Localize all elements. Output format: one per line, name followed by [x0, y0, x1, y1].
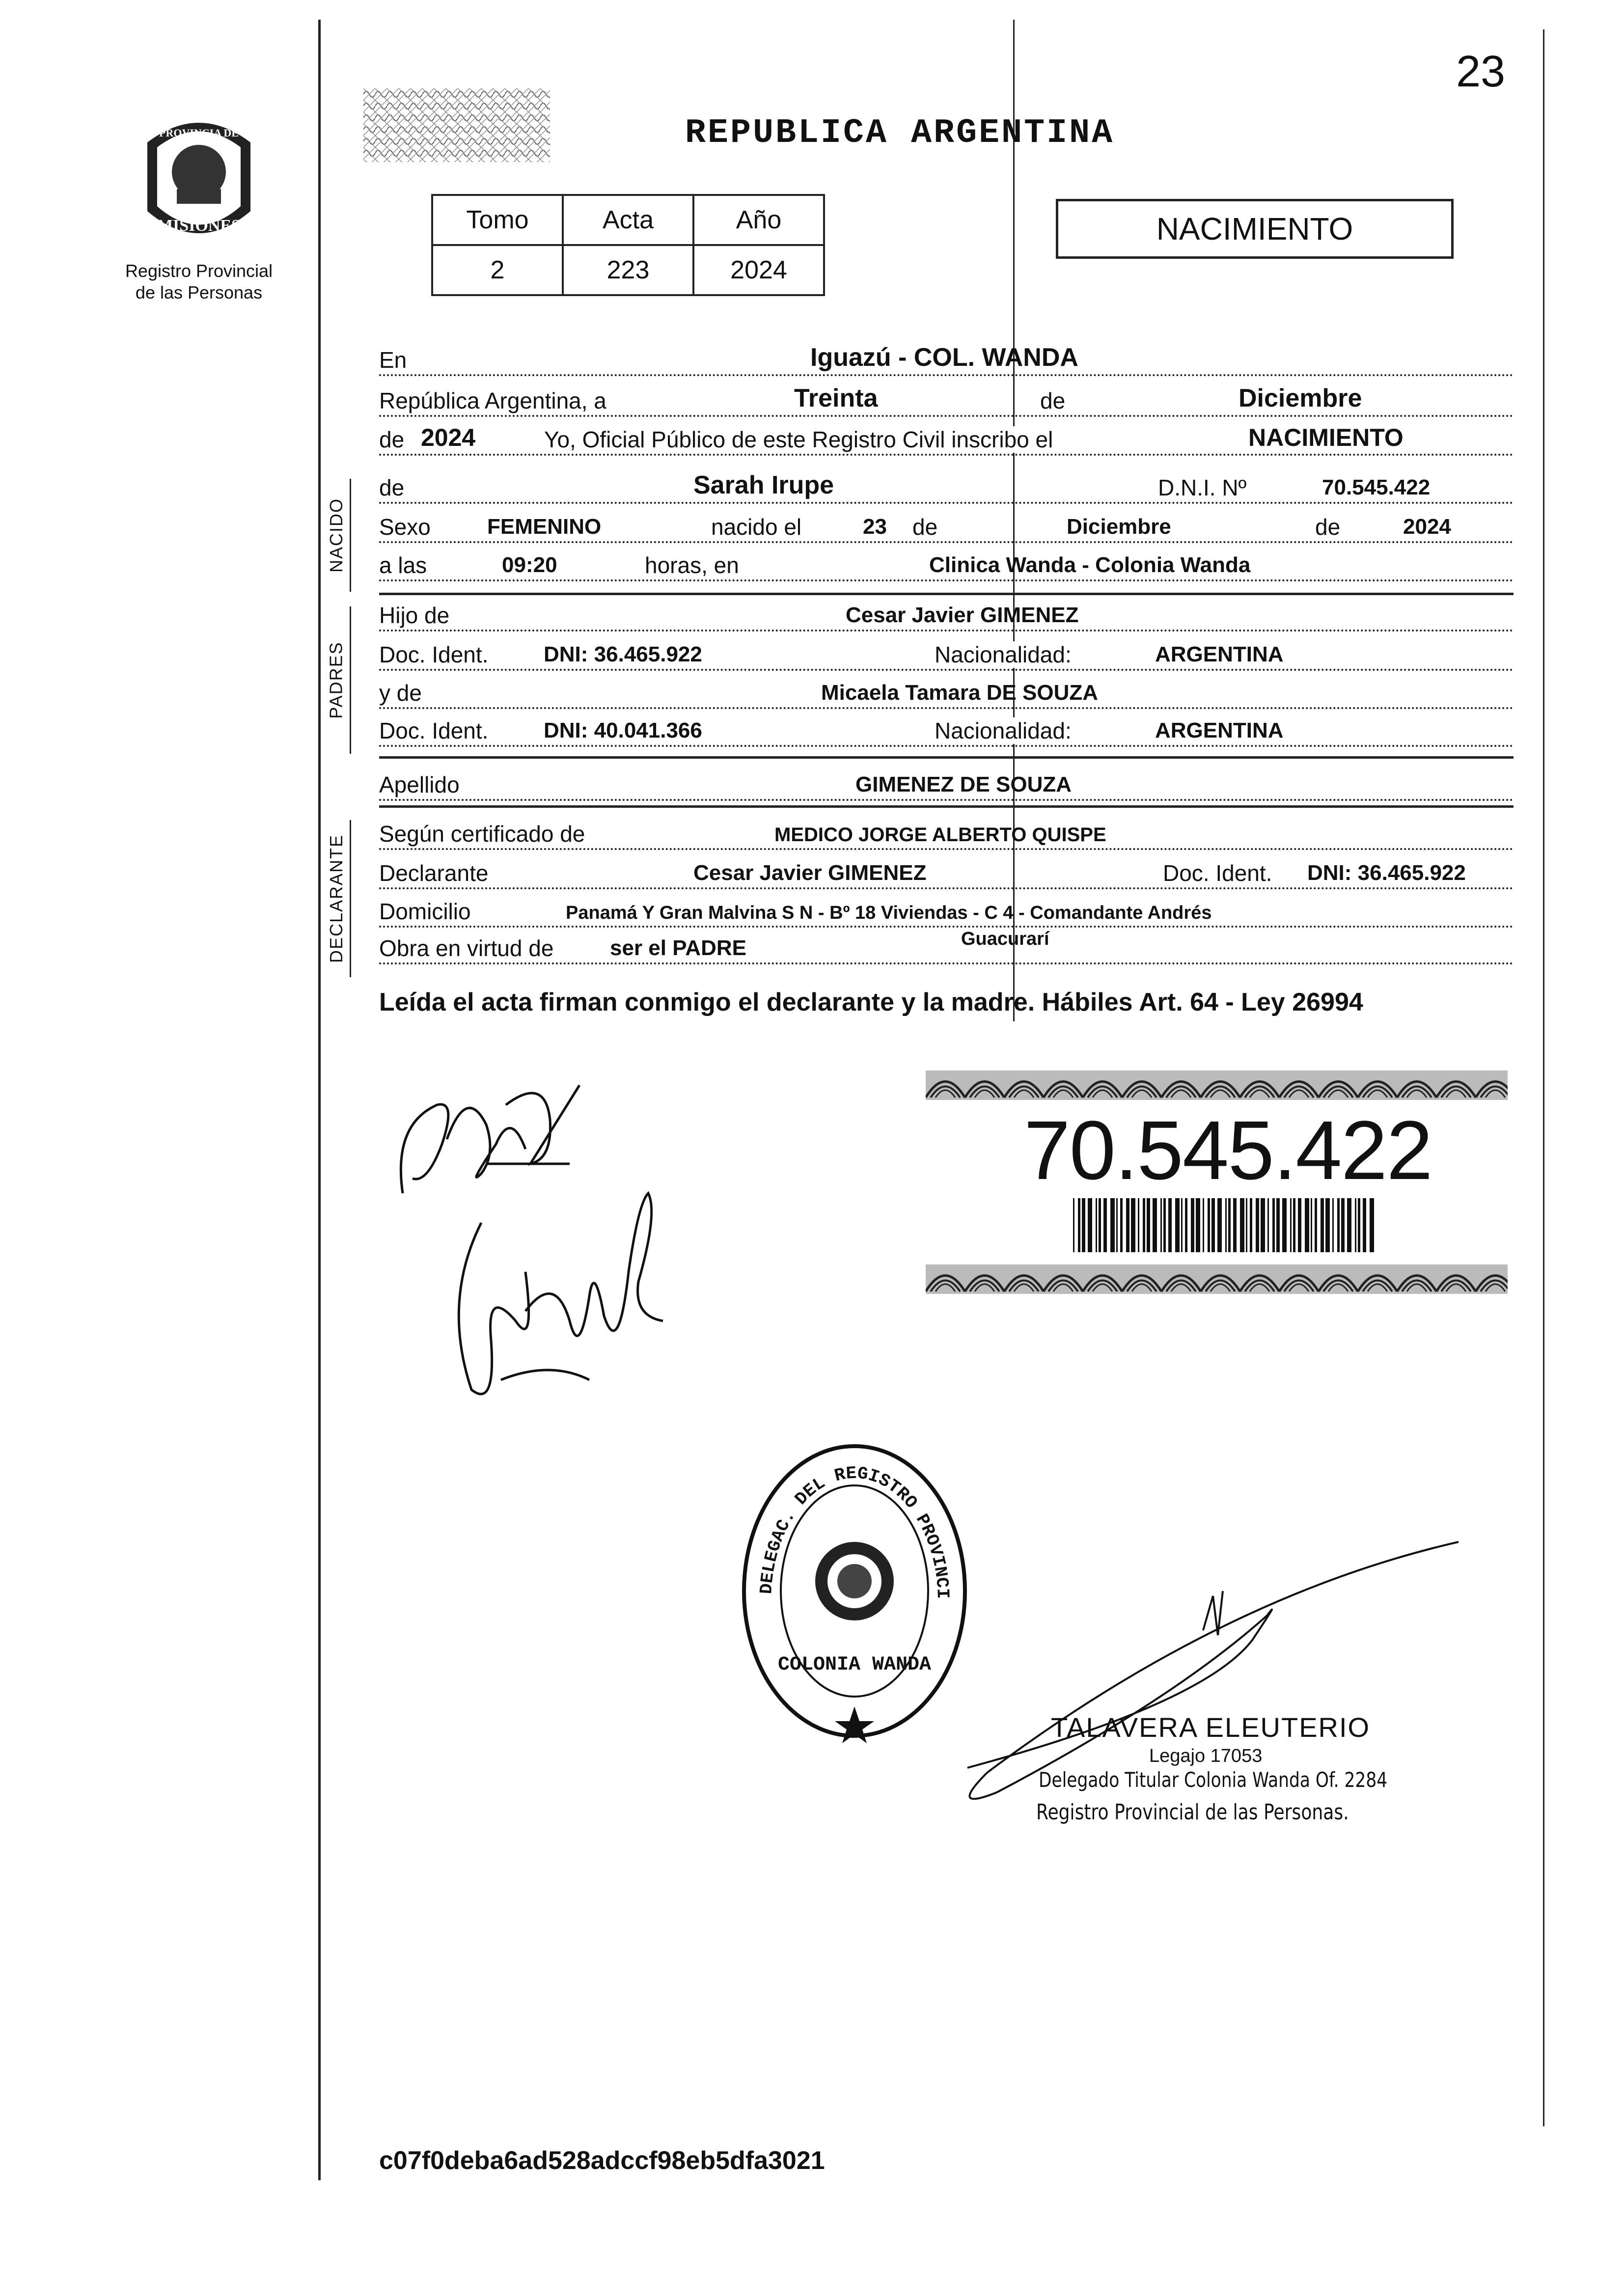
row-hijo-de [379, 599, 1514, 631]
section-declarante-label: DECLARANTE [326, 834, 346, 963]
seal-inner-text: COLONIA WANDA [777, 1654, 932, 1676]
year: 2024 [421, 424, 476, 451]
barcode-bar [1191, 1198, 1194, 1252]
label-horas: horas, en [642, 552, 742, 578]
barcode-bar [1246, 1198, 1247, 1252]
barcode-bar [1088, 1198, 1092, 1252]
birth-month: Diciembre [1067, 515, 1171, 539]
child-dni: 70.545.422 [1322, 475, 1431, 499]
barcode-bar [1217, 1198, 1222, 1252]
label-apellido: Apellido [379, 771, 463, 798]
record-header-acta: Acta [563, 195, 693, 245]
registry-label: Registro Provincial de las Personas [125, 261, 273, 302]
day: Treinta [794, 384, 878, 412]
right-margin-line [1543, 29, 1544, 2126]
officer-registry: Registro Provincial de las Personas. [1036, 1800, 1349, 1825]
dni-number: 70.545.422 [1024, 1104, 1432, 1197]
barcode-bar [1256, 1198, 1259, 1252]
barcode-bar [1181, 1198, 1183, 1252]
barcode-bar [1175, 1198, 1180, 1252]
barcode-bar [1147, 1198, 1150, 1252]
birth-year: 2024 [1403, 515, 1451, 539]
label-de-3: de [909, 514, 940, 540]
place: Iguazú - COL. WANDA [810, 343, 1078, 372]
document-hash: c07f0deba6ad528adccf98eb5dfa3021 [379, 2146, 825, 2175]
record-acta: 223 [563, 245, 693, 295]
seal-bottom-text: MISIONES [157, 217, 241, 235]
barcode-bar [1196, 1198, 1200, 1252]
barcode-bar [1355, 1198, 1356, 1252]
row-father-doc [379, 638, 1514, 671]
officer-legajo: Legajo 17053 [1149, 1746, 1263, 1766]
barcode-bar [1116, 1198, 1118, 1252]
barcode-bar [1168, 1198, 1172, 1252]
barcode-bar [1160, 1198, 1162, 1252]
obra: ser el PADRE [610, 936, 746, 960]
closing-text: Leída el acta firman conmigo el declarante y la madre. Hábiles Art. 64 - Ley 26994 [379, 988, 1363, 1016]
label-a-las: a las [379, 552, 430, 578]
province-seal [118, 98, 280, 260]
month: Diciembre [1239, 384, 1362, 412]
barcode-bar [1203, 1198, 1204, 1252]
barcode-bar [1267, 1198, 1269, 1252]
barcode-bar [1143, 1198, 1145, 1252]
father-name: Cesar Javier GIMENEZ [846, 603, 1079, 627]
label-de-4: de [1312, 514, 1343, 540]
barcode-bar [1276, 1198, 1280, 1252]
label-nac-father: Nacionalidad: [932, 641, 1074, 668]
row-mother-doc [379, 714, 1514, 747]
security-pattern [363, 88, 550, 162]
officer-name: TALAVERA ELEUTERIO [1051, 1712, 1371, 1743]
barcode-bar [1126, 1198, 1129, 1252]
certificate: MEDICO JORGE ALBERTO QUISPE [774, 824, 1106, 846]
label-obra: Obra en virtud de [379, 935, 556, 961]
barcode-bar [1208, 1198, 1210, 1252]
barcode-bar [1225, 1198, 1227, 1252]
barcode-bar [1153, 1198, 1157, 1252]
row-republica [379, 384, 1514, 417]
row-apellido [379, 768, 1514, 801]
barcode-bar [1363, 1198, 1366, 1252]
doc-type: NACIMIENTO [1156, 211, 1353, 247]
barcode-bar [1096, 1198, 1097, 1252]
seal-outer-text: DELEGAC. DEL REGISTRO PROVINCI [756, 1463, 953, 1599]
address-cont: Guacurarí [961, 929, 1049, 949]
barcode-bar [1341, 1198, 1345, 1252]
barcode-bar [1233, 1198, 1237, 1252]
barcode-bar [1370, 1198, 1374, 1252]
barcode-bar [1103, 1198, 1107, 1252]
row-obra [379, 929, 1514, 964]
record-header-tomo: Tomo [432, 195, 563, 245]
section-padres-label: PADRES [326, 641, 346, 719]
barcode-bar [1347, 1198, 1351, 1252]
label-certificado: Según certificado de [379, 821, 588, 847]
barcode-bar [1073, 1198, 1074, 1252]
child-name: Sarah Irupe [693, 471, 834, 499]
label-en: En [379, 347, 410, 373]
label-republica: República Argentina, a [379, 387, 609, 414]
section-declarante [322, 820, 351, 977]
barcode-bar [1315, 1198, 1317, 1252]
barcode-bar [1240, 1198, 1244, 1252]
barcode-bar [1261, 1198, 1265, 1252]
barcode-bar [1337, 1198, 1340, 1252]
label-nacido-el: nacido el [708, 514, 804, 540]
record-header-ano: Año [693, 195, 824, 245]
barcode-bar [1185, 1198, 1187, 1252]
barcode-bar [1321, 1198, 1324, 1252]
record-tomo: 2 [432, 245, 563, 295]
label-y-de: y de [379, 680, 425, 706]
barcode-bar [1250, 1198, 1252, 1252]
row-nacido-nombre [379, 471, 1514, 504]
mother-doc: DNI: 40.041.366 [544, 718, 702, 742]
father-nationality: ARGENTINA [1155, 642, 1284, 666]
row-officer [379, 423, 1514, 456]
label-de-2: de [379, 426, 407, 453]
act-type: NACIMIENTO [1248, 424, 1404, 451]
row-a-las [379, 549, 1514, 581]
label-declarante: Declarante [379, 860, 491, 886]
barcode-bar [1332, 1198, 1334, 1252]
row-y-de [379, 677, 1514, 709]
page-number: 23 [1456, 47, 1506, 96]
label-doc-mother: Doc. Ident. [379, 717, 491, 744]
doc-type-box [1056, 199, 1454, 259]
row-declarante [379, 857, 1514, 889]
barcode-bar [1282, 1198, 1287, 1252]
dni-band-top [926, 1070, 1508, 1100]
barcode-bar [1298, 1198, 1301, 1252]
barcode-bar [1311, 1198, 1312, 1252]
barcode-bar [1305, 1198, 1309, 1252]
barcode-bar [1082, 1198, 1085, 1252]
address: Panamá Y Gran Malvina S N - Bº 18 Viviendas - C 4 - Comandante Andrés [566, 903, 1212, 923]
label-doc-father: Doc. Ident. [379, 641, 491, 668]
label-nac-mother: Nacionalidad: [932, 717, 1074, 744]
row-en [379, 344, 1514, 376]
declarante-doc: DNI: 36.465.922 [1307, 861, 1466, 885]
barcode-bar [1110, 1198, 1115, 1252]
barcode-bar [1272, 1198, 1275, 1252]
record-table [431, 194, 825, 296]
birth-place: Clinica Wanda - Colonia Wanda [929, 553, 1251, 577]
dni-band-bottom [926, 1264, 1508, 1294]
left-margin-line [318, 20, 321, 2180]
seal-top-text: PROVINCIA DE [159, 127, 239, 139]
dni-barcode [1073, 1198, 1377, 1252]
barcode-bar [1138, 1198, 1139, 1252]
label-domicilio: Domicilio [379, 898, 474, 925]
birth-day: 23 [863, 515, 887, 539]
label-hijo-de: Hijo de [379, 602, 452, 629]
barcode-bar [1078, 1198, 1080, 1252]
record-ano: 2024 [693, 245, 824, 295]
barcode-bar [1099, 1198, 1101, 1252]
officer-text: Yo, Oficial Público de este Registro Civil inscribo el [541, 426, 1056, 453]
barcode-bar [1228, 1198, 1231, 1252]
barcode-bar [1120, 1198, 1123, 1252]
section-padres [322, 606, 351, 754]
country-title: REPUBLICA ARGENTINA [685, 114, 1115, 153]
mother-name: Micaela Tamara DE SOUZA [821, 681, 1099, 705]
section-nacido-label: NACIDO [326, 497, 347, 573]
sexo: FEMENINO [487, 515, 602, 539]
barcode-bar [1293, 1198, 1295, 1252]
barcode-bar [1358, 1198, 1360, 1252]
row-domicilio [379, 895, 1514, 928]
section-nacido [322, 479, 351, 592]
signature-madre [442, 1174, 697, 1419]
label-doc-declarante: Doc. Ident. [1160, 860, 1275, 886]
label-dni: D.N.I. Nº [1155, 474, 1249, 501]
mother-nationality: ARGENTINA [1155, 718, 1284, 742]
barcode-bar [1211, 1198, 1215, 1252]
barcode-bar [1131, 1198, 1135, 1252]
label-de-1: de [1037, 387, 1068, 414]
declarante-name: Cesar Javier GIMENEZ [693, 861, 927, 885]
apellido: GIMENEZ DE SOUZA [855, 772, 1072, 796]
label-de-nacido: de [379, 474, 407, 501]
birth-time: 09:20 [502, 553, 557, 577]
label-sexo: Sexo [379, 514, 434, 540]
barcode-bar [1163, 1198, 1166, 1252]
barcode-bar [1325, 1198, 1330, 1252]
row-certificado [379, 818, 1514, 850]
row-sexo [379, 511, 1514, 543]
father-doc: DNI: 36.465.922 [544, 642, 702, 666]
barcode-bar [1290, 1198, 1292, 1252]
officer-title: Delegado Titular Colonia Wanda Of. 2284 [1039, 1768, 1388, 1792]
